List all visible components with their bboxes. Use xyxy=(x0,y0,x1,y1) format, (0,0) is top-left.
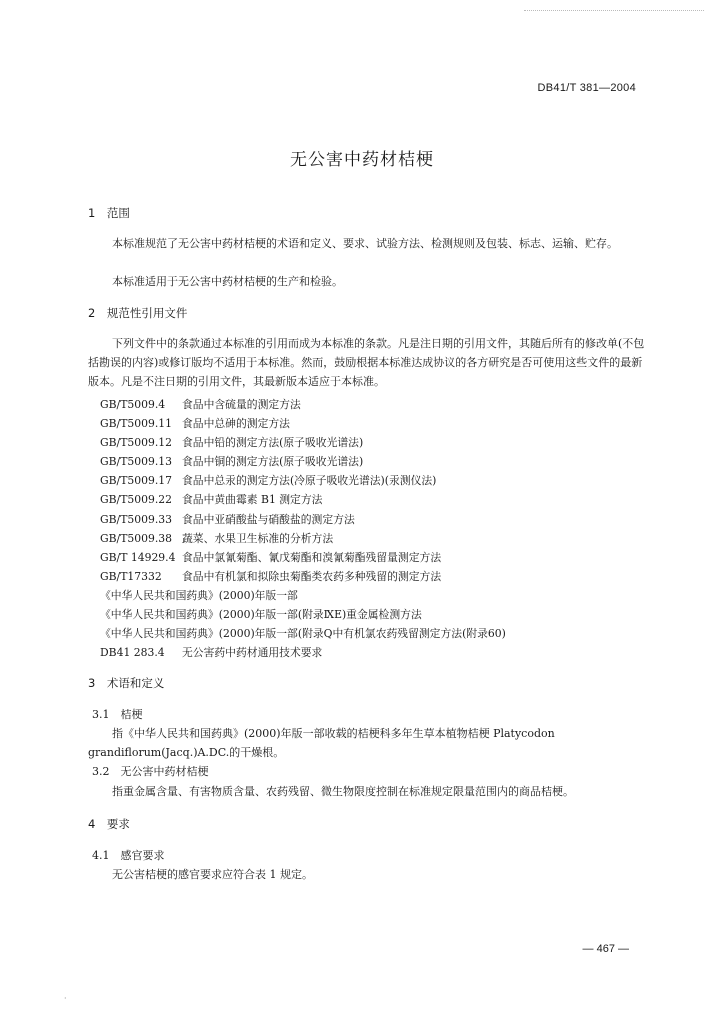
section-3-2-heading: 3.2 无公害中药材桔梗 xyxy=(92,765,209,778)
reference-item: GB/T5009.38 蔬菜、水果卫生标准的分析方法 xyxy=(100,531,334,545)
reference-item: GB/T5009.4 食品中含硫量的测定方法 xyxy=(100,398,301,411)
section-4-heading: 4 要求 xyxy=(88,817,130,831)
reference-item: 《中华人民共和国药典》(2000)年版一部 xyxy=(100,588,298,602)
section-3-1-text: 指《中华人民共和国药典》(2000)年版一部收载的桔梗科多年生草本植物桔梗 Platycodon grandiflorum(Jacq.)A.DC.的干燥根。 xyxy=(88,727,555,759)
reference-item: GB/T17332 食品中有机氯和拟除虫菊酯类农药多种残留的测定方法 xyxy=(100,569,442,583)
reference-item: GB/T5009.13 食品中铜的测定方法(原子吸收光谱法) xyxy=(100,455,364,469)
scan-border-line xyxy=(524,10,704,11)
reference-item: GB/T5009.11 食品中总砷的测定方法 xyxy=(100,417,290,431)
reference-item: GB/T5009.22 食品中黄曲霉素 B1 测定方法 xyxy=(100,493,323,507)
section-2-heading: 2 规范性引用文件 xyxy=(88,306,188,320)
section-3-2-text: 指重金属含量、有害物质含量、农药残留、微生物限度控制在标准规定限量范围内的商品桔梗。 xyxy=(112,785,574,798)
reference-item: GB/T5009.12 食品中铅的测定方法(原子吸收光谱法) xyxy=(100,436,364,450)
standard-code: DB41/T 381—2004 xyxy=(537,82,636,94)
section-3-heading: 3 术语和定义 xyxy=(88,676,165,690)
reference-item: GB/T5009.17 食品中总汞的测定方法(冷原子吸收光谱法)(汞测仪法) xyxy=(100,474,437,488)
section-3-1-heading: 3.1 桔梗 xyxy=(92,708,143,721)
page-number: — 467 — xyxy=(582,943,629,955)
reference-item: 《中华人民共和国药典》(2000)年版一部(附录Q中有机氯农药残留测定方法(附录60) xyxy=(100,627,506,641)
document-title: 无公害中药材桔梗 xyxy=(290,150,434,170)
section-4-1-text: 无公害桔梗的感官要求应符合表 1 规定。 xyxy=(112,868,313,881)
reference-item: GB/T 14929.4 食品中氯氰菊酯、氰戊菊酯和溴氰菊酯残留量测定方法 xyxy=(100,550,442,564)
reference-list xyxy=(100,395,506,662)
section-2-paragraph: 下列文件中的条款通过本标准的引用而成为本标准的条款。凡是注日期的引用文件，其随后所有的修改单(不包括勘误的内容)或修订版均不适用于本标准。然而，鼓励根据本标准达成协议的各方研究是否可使用这些文件的最新版本。凡是不注日期的引用文件，其最新版本适应于本标准。 xyxy=(88,337,645,388)
section-1-heading: 1 范围 xyxy=(88,206,130,220)
margin-mark: · xyxy=(64,994,67,1003)
reference-item: GB/T5009.33 食品中亚硝酸盐与硝酸盐的测定方法 xyxy=(100,512,355,526)
section-1-paragraph-1: 本标准规范了无公害中药材桔梗的术语和定义、要求、试验方法、检测规则及包装、标志、运输、贮存。 xyxy=(112,237,618,250)
reference-item: 《中华人民共和国药典》(2000)年版一部(附录ⅨE)重金属检测方法 xyxy=(100,608,422,622)
reference-item: DB41 283.4 无公害药中药材通用技术要求 xyxy=(100,646,323,660)
section-1-paragraph-2: 本标准适用于无公害中药材桔梗的生产和检验。 xyxy=(112,275,343,288)
section-4-1-heading: 4.1 感官要求 xyxy=(92,849,165,862)
